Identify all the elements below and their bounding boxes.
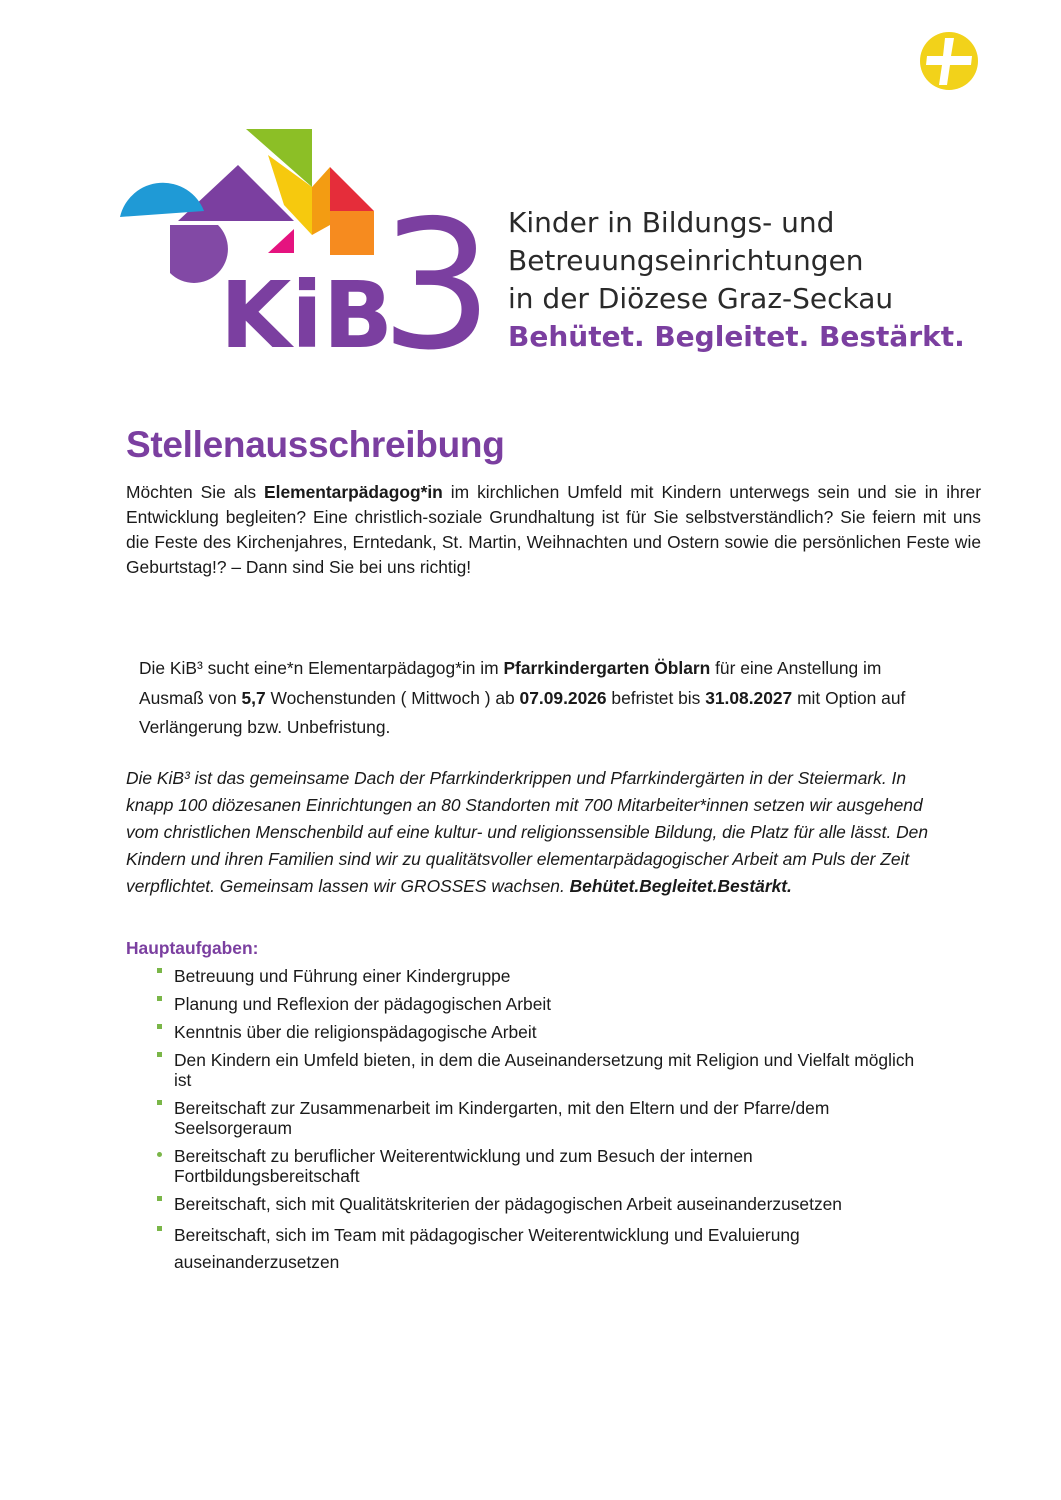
offer-hours: 5,7 [241, 687, 266, 708]
intro-text-1: Möchten Sie als [126, 482, 265, 502]
offer-text-3: Wochenstunden ( Mittwoch ) ab [265, 687, 520, 708]
list-item [156, 1050, 916, 1090]
offer-location: Pfarrkindergarten Öblarn [503, 658, 711, 678]
tasks-list [156, 966, 916, 1284]
tagline-line-1: Kinder in Bildungs- und [508, 206, 835, 239]
about-claim: Behütet.Begleitet.Bestärkt. [569, 876, 792, 896]
bullet-square-icon [157, 1226, 162, 1231]
list-item-text: Betreuung und Führung einer Kindergruppe [174, 966, 511, 986]
list-item-text: Bereitschaft, sich im Team mit pädagogischer Weiterentwicklung und Evaluierung auseinanderzusetzen [174, 1225, 800, 1272]
logo-text: KiB [220, 262, 393, 360]
offer-paragraph [139, 654, 939, 743]
kib3-bird-logo-icon [118, 125, 498, 360]
bullet-square-icon [157, 1100, 162, 1105]
bullet-dot-icon [157, 1152, 162, 1157]
list-item [156, 1194, 916, 1214]
intro-role: Elementarpädagog*in [264, 482, 443, 502]
intro-text-2: im kirchlichen Umfeld mit Kindern unterwegs sein und sie in ihrer Entwicklung begleiten? Eine christlich-soziale Grundhaltung ist für Sie selbstverständlich? Sie feiern mit uns die Feste des Kirchenjahres, Erntedank, St. Martin, Weihnachten und Ostern sowie die persönlichen Feste wie Geburtstag!? – Dann sind Sie bei uns richtig! [126, 482, 982, 577]
list-item [156, 1146, 916, 1186]
offer-end-date: 31.08.2027 [705, 687, 793, 708]
list-item [156, 994, 916, 1014]
tasks-heading: Hauptaufgaben: [126, 938, 259, 958]
yellow-circle-cross-icon [918, 30, 980, 92]
bullet-square-icon [157, 1196, 162, 1201]
intro-paragraph [126, 480, 981, 580]
list-item [156, 1022, 916, 1042]
bullet-square-icon [157, 1024, 162, 1029]
bullet-square-icon [157, 1052, 162, 1057]
tagline-claim: Behütet. Begleitet. Bestärkt. [508, 320, 965, 353]
list-item-text: Planung und Reflexion der pädagogischen Arbeit [174, 994, 552, 1014]
list-item-text: Bereitschaft, sich mit Qualitätskriterien der pädagogischen Arbeit auseinanderzusetzen [174, 1194, 842, 1214]
tagline-line-2: Betreuungseinrichtungen [508, 244, 864, 277]
offer-text-1: Die KiB³ sucht eine*n Elementarpädagog*in im [139, 658, 504, 678]
about-text: Die KiB³ ist das gemeinsame Dach der Pfarrkinderkrippen und Pfarrkindergärten in der Steiermark. In knapp 100 diözesanen Einrichtungen an 80 Standorten mit 700 Mitarbeiter*innen setzen wir ausgehend vom christlichen Menschenbild auf eine kultur- und religionssensible Bildung, die Platz für alle lässt. Den Kindern und ihren Familien sind wir zu qualitätsvoller elementarpädagogischer Arbeit am Puls der Zeit verpflichtet. Gemeinsam lassen wir GROSSES wachsen. [126, 768, 929, 896]
list-item [156, 966, 916, 986]
list-item [156, 1222, 916, 1276]
list-item-text: Bereitschaft zu beruflicher Weiterentwicklung und zum Besuch der internen Fortbildungsbereitschaft [174, 1146, 753, 1186]
offer-text-5: mit Option auf Verlängerung bzw. Unbefristung. [139, 687, 906, 737]
offer-start-date: 07.09.2026 [519, 687, 607, 708]
page-title: Stellenausschreibung [126, 424, 505, 465]
list-item-text: Kenntnis über die religionspädagogische Arbeit [174, 1022, 537, 1042]
list-item-text: Den Kindern ein Umfeld bieten, in dem die Auseinandersetzung mit Religion und Vielfalt möglich ist [174, 1050, 915, 1090]
logo-superscript: 3 [380, 182, 494, 360]
about-paragraph [126, 765, 956, 900]
tagline-line-3: in der Diözese Graz-Seckau [508, 282, 894, 315]
offer-text-4: befristet bis [606, 687, 706, 708]
bullet-square-icon [157, 968, 162, 973]
offer-text-2: für eine Anstellung im Ausmaß von [139, 658, 882, 708]
bullet-square-icon [157, 996, 162, 1001]
list-item-text: Bereitschaft zur Zusammenarbeit im Kindergarten, mit den Eltern und der Pfarre/dem Seelsorgeraum [174, 1098, 830, 1138]
list-item [156, 1098, 916, 1138]
logo-tagline [508, 204, 988, 356]
